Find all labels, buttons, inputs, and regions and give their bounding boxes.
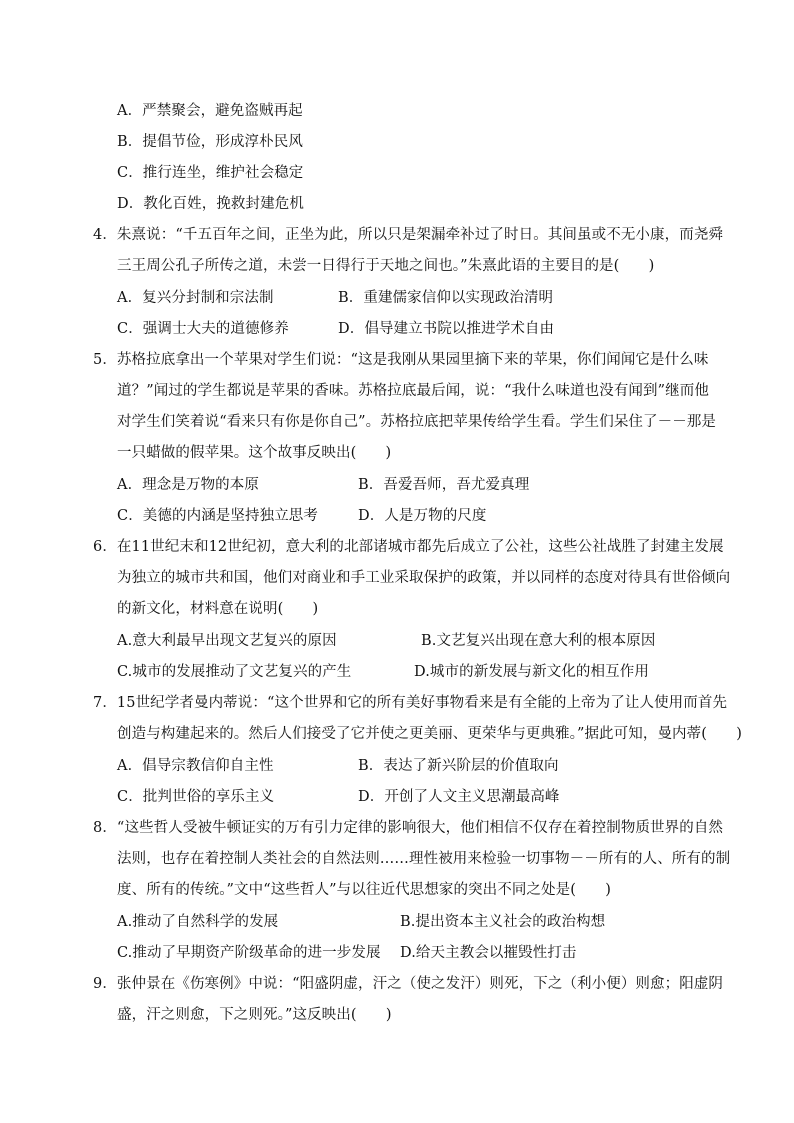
q5-option-a: A．理念是万物的本原 <box>117 477 259 493</box>
q6-option-c: C.城市的发展推动了文艺复兴的产生 <box>117 664 352 680</box>
q7-option-a: A．倡导宗教信仰自主性 <box>117 758 274 774</box>
q9-stem-line-2: 盛，汗之则愈，下之则死。”这反映出( ) <box>117 1007 392 1023</box>
q7-stem-line-1: 7．15世纪学者曼内蒂说：“这个世界和它的所有美好事物看来是有全能的上帝为了让人使用而首先 <box>93 695 728 711</box>
q5-option-b: B．吾爱吾师，吾尤爱真理 <box>358 477 530 493</box>
q7-option-d: D．开创了人文主义思潮最高峰 <box>358 789 560 805</box>
q3-option-b: B．提倡节俭，形成淳朴民风 <box>117 134 303 150</box>
q4-option-d: D．倡导建立书院以推进学术自由 <box>338 321 555 337</box>
q5-stem-line-4: 一只蜡做的假苹果。这个故事反映出( ) <box>117 445 392 461</box>
q5-option-c: C．美德的内涵是坚持独立思考 <box>117 508 318 524</box>
q5-stem-line-1: 5．苏格拉底拿出一个苹果对学生们说：“这是我刚从果园里摘下来的苹果，你们闻闻它是什么味 <box>93 352 709 368</box>
q3-option-a: A．严禁聚会，避免盗贼再起 <box>117 103 303 119</box>
q8-stem-line-1: 8．“这些哲人受被牛顿证实的万有引力定律的影响很大，他们相信不仅存在着控制物质世界的自然 <box>93 820 724 836</box>
q4-option-b: B．重建儒家信仰以实现政治清明 <box>338 290 554 306</box>
q5-option-d: D．人是万物的尺度 <box>358 508 487 524</box>
q8-option-b: B.提出资本主义社会的政治构想 <box>400 914 606 930</box>
q4-stem-line-2: 三王周公孔子所传之道，未尝一日得行于天地之间也。”朱熹此语的主要目的是( ) <box>117 258 655 274</box>
q6-option-b: B.文艺复兴出现在意大利的根本原因 <box>421 633 656 649</box>
q7-stem-line-2: 创造与构建起来的。然后人们接受了它并使之更美丽、更荣华与更典雅。”据此可知，曼内蒂( ) <box>117 726 742 742</box>
q6-stem-line-2: 为独立的城市共和国，他们对商业和手工业采取保护的政策，并以同样的态度对待具有世俗倾向 <box>117 570 731 586</box>
q8-option-d: D.给天主教会以摧毁性打击 <box>400 945 577 961</box>
q8-stem-line-3: 度、所有的传统。”文中“这些哲人”与以往近代思想家的突出不同之处是( ) <box>117 882 611 898</box>
q5-stem-line-2: 道？”闻过的学生都说是苹果的香味。苏格拉底最后闻，说：“我什么味道也没有闻到”继而他 <box>117 383 709 399</box>
q4-option-a: A．复兴分封制和宗法制 <box>117 290 274 306</box>
q3-option-c: C．推行连坐，维护社会稳定 <box>117 165 304 181</box>
q6-option-a: A.意大利最早出现文艺复兴的原因 <box>117 633 337 649</box>
q6-option-d: D.城市的新发展与新文化的相互作用 <box>414 664 649 680</box>
q4-option-c: C．强调士大夫的道德修养 <box>117 321 289 337</box>
q9-stem-line-1: 9．张仲景在《伤寒例》中说：“阳盛阴虚，汗之（使之发汗）则死，下之（利小便）则愈；阳虚阴 <box>93 976 724 992</box>
q3-option-d: D．教化百姓，挽救封建危机 <box>117 196 304 212</box>
q8-stem-line-2: 法则，也存在着控制人类社会的自然法则……理性被用来检验一切事物－－所有的人、所有的制 <box>117 851 731 867</box>
q8-option-c: C.推动了早期资产阶级革命的进一步发展 <box>117 945 381 961</box>
q6-stem-line-3: 的新文化，材料意在说明( ) <box>117 601 319 617</box>
q7-option-b: B．表达了新兴阶层的价值取向 <box>358 758 559 774</box>
q5-stem-line-3: 对学生们笑着说“看来只有你是你自己”。苏格拉底把苹果传给学生看。学生们呆住了－－那是 <box>117 414 717 430</box>
q6-stem-line-1: 6．在11世纪末和12世纪初，意大利的北部诸城市都先后成立了公社，这些公社战胜了封建主发展 <box>93 539 724 555</box>
q8-option-a: A.推动了自然科学的发展 <box>117 914 279 930</box>
q4-stem-line-1: 4．朱熹说：“千五百年之间，正坐为此，所以只是架漏牵补过了时日。其间虽或不无小康，而尧舜 <box>93 227 724 243</box>
q7-option-c: C．批判世俗的享乐主义 <box>117 789 275 805</box>
